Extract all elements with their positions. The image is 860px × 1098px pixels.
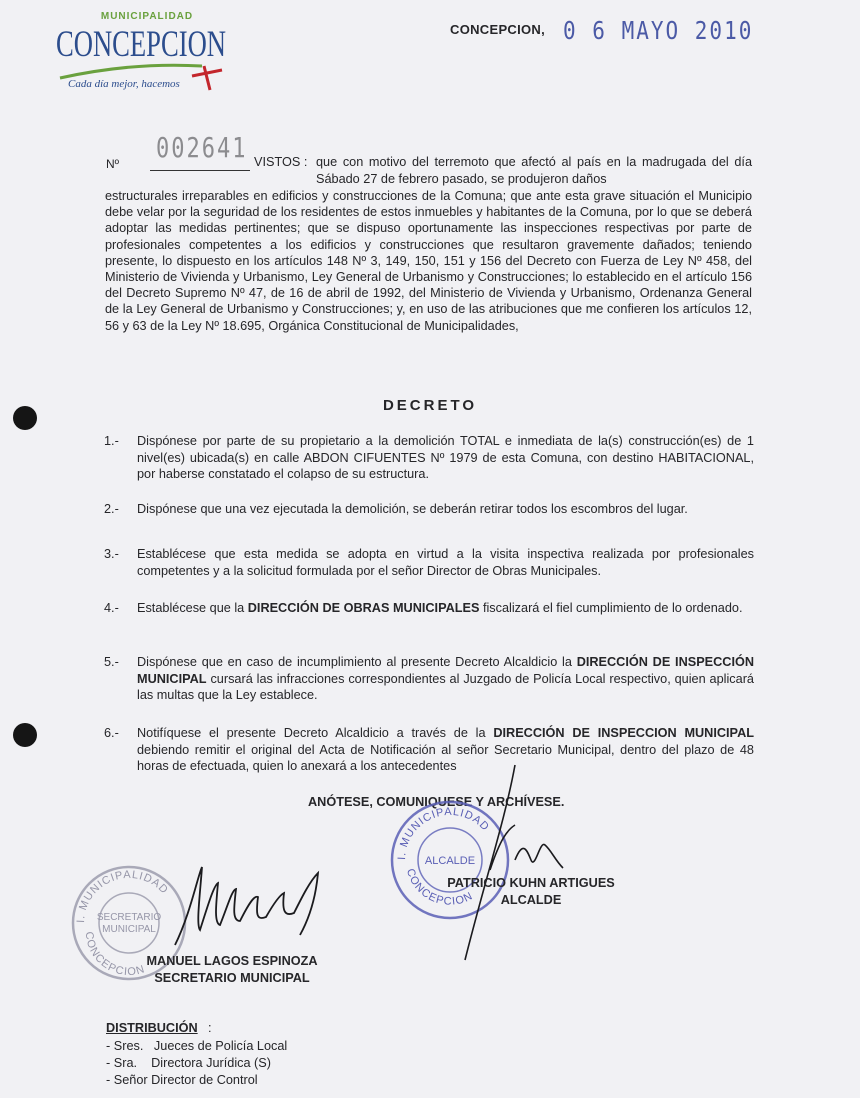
distribution-line: - Señor Director de Control — [106, 1073, 258, 1087]
vistos-lead: VISTOS : — [254, 155, 308, 169]
item-number: 5.- — [104, 655, 119, 669]
mayor-title: ALCALDE — [500, 893, 562, 907]
logo-cross-icon — [192, 66, 222, 90]
date-stamp: 0 6 MAYO 2010 — [563, 16, 754, 45]
item-text: Establécese que esta medida se adopta en virtud a la visita inspectiva realizada por profesionales competentes y a la solicitud formulada por el señor Director de Obras Municipales. — [137, 547, 754, 578]
secretary-name: MANUEL LAGOS ESPINOZA — [146, 954, 318, 968]
closing-formula: ANÓTESE, COMUNIQUESE Y ARCHÍVESE. — [308, 795, 565, 809]
municipality-logo — [52, 6, 232, 92]
item-text-before: Dispónese que en caso de incumplimiento al presente Decreto Alcaldicio la — [137, 655, 577, 669]
item-text-before: Establécese que la — [137, 601, 248, 615]
distribution-line: - Sra. Directora Jurídica (S) — [106, 1056, 271, 1070]
item-text-bold: DIRECCIÓN DE INSPECCIÓN MUNICIPAL — [137, 655, 755, 686]
punch-hole-bottom — [13, 723, 37, 747]
item-text-before: Notifíquese el presente Decreto Alcaldicio a través de la — [137, 726, 494, 740]
mayor-stamp-center: ALCALDE — [424, 855, 476, 867]
vistos-first-lines — [254, 154, 752, 187]
mayor-stamp-bottom: CONCEPCION — [403, 867, 476, 908]
item-number: 6.- — [104, 726, 119, 740]
item-text: Dispónese por parte de su propietario a la demolición TOTAL e inmediata de la(s) construcción(es) de 1 nivel(es) ubicada(s) en calle ABDON CIFUENTES Nº 1979 de esta Comuna, con destino HABITACIONAL, por haberse constatado el colapso de su estructura. — [137, 434, 754, 481]
item-text: Dispónese que una vez ejecutada la demolición, se deberán retirar todos los escombros del lugar. — [137, 502, 688, 516]
item-number: 1.- — [104, 434, 119, 448]
item-text-after: cursará las infracciones correspondientes al Juzgado de Policía Local respectivo, quien aplicará las multas que la Ley establece. — [137, 671, 754, 702]
distribution-title: DISTRIBUCIÓN — [106, 1021, 198, 1035]
secretary-stamp-center-2: MUNICIPAL — [102, 924, 156, 935]
item-text-after: debiendo remitir el original del Acta de Notificación al señor Secretario Municipal, dentro del plazo de 48 horas de efectuada, quien lo anexará a los antecedentes — [137, 742, 754, 773]
secretary-signature-block — [125, 953, 339, 987]
logo-top-text: MUNICIPALIDAD — [100, 11, 194, 22]
item-text-after: fiscalizará el fiel cumplimiento de lo ordenado. — [479, 601, 743, 615]
mayor-stamp-top: I. MUNICIPALIDAD — [395, 805, 492, 861]
secretary-stamp-center-1: SECRETARIO — [96, 912, 162, 923]
logo-name-text: CONCEPCION — [56, 24, 226, 65]
item-number: 4.- — [104, 601, 119, 615]
item-text — [137, 654, 754, 704]
logo-slogan-text: Cada día mejor, hacemos — [68, 78, 180, 90]
item-number: 3.- — [104, 547, 119, 561]
item-text-bold: DIRECCIÓN DE OBRAS MUNICIPALES — [247, 601, 480, 615]
secretary-stamp-bottom: CONCEPCION — [82, 931, 147, 979]
vistos-first-text: que con motivo del terremoto que afectó al país en la madrugada del día Sábado 27 de febrero pasado, se produjeron daños — [316, 155, 752, 186]
vistos-body: estructurales irreparables en edificios y construcciones de la Comuna; que ante esta grave situación el Municipio debe velar por la seguridad de los residentes de estos inmuebles y habitantes de la Comuna, por lo que se deberá adoptar las medidas pertinentes; que se dispuso oportunamente las inspecciones respectivas por parte de profesionales competentes a los edificios y construcciones que resultaron gravemente dañados; teniendo presente, lo dispuesto en los artículos 148 Nº 3, 149, 150, 151 y 156 del Decreto con Fuerza de Ley Nº 458, del Ministerio de Vivienda y Urbanismo, Ley General de Urbanismo y Construcciones; lo establecido en el artículo 156 del Decreto Supremo Nº 47, de 16 de abril de 1992, del Ministerio de Vivienda y Urbanismo, Ordenanza General de la Ley General de Urbanismo y Construcciones; y, en uso de las atribuciones que me confieren los artículos 12, 56 y 63 de la Ley Nº 18.695, Orgánica Constitucional de Municipalidades, — [105, 189, 752, 333]
decree-number-value: 002641 — [156, 133, 248, 165]
distribution-colon: : — [208, 1021, 212, 1035]
item-number: 2.- — [104, 502, 119, 516]
mayor-name: PATRICIO KUHN ARTIGUES — [447, 876, 615, 890]
decreto-heading: DECRETO — [382, 397, 478, 414]
decree-number-underline — [150, 170, 250, 171]
mayor-signature-block — [436, 875, 626, 909]
item-text — [137, 600, 754, 617]
secretary-stamp-top: I. MUNICIPALIDAD — [74, 868, 171, 924]
distribution-line: - Sres. Jueces de Policía Local — [106, 1039, 288, 1053]
header-city: CONCEPCION, — [450, 22, 546, 37]
item-text-bold: DIRECCIÓN DE INSPECCION MUNICIPAL — [493, 726, 754, 740]
mayor-signature — [445, 760, 585, 970]
secretary-signature — [170, 855, 340, 950]
secretary-title: SECRETARIO MUNICIPAL — [154, 971, 310, 985]
decree-number-label: Nº — [106, 157, 120, 171]
